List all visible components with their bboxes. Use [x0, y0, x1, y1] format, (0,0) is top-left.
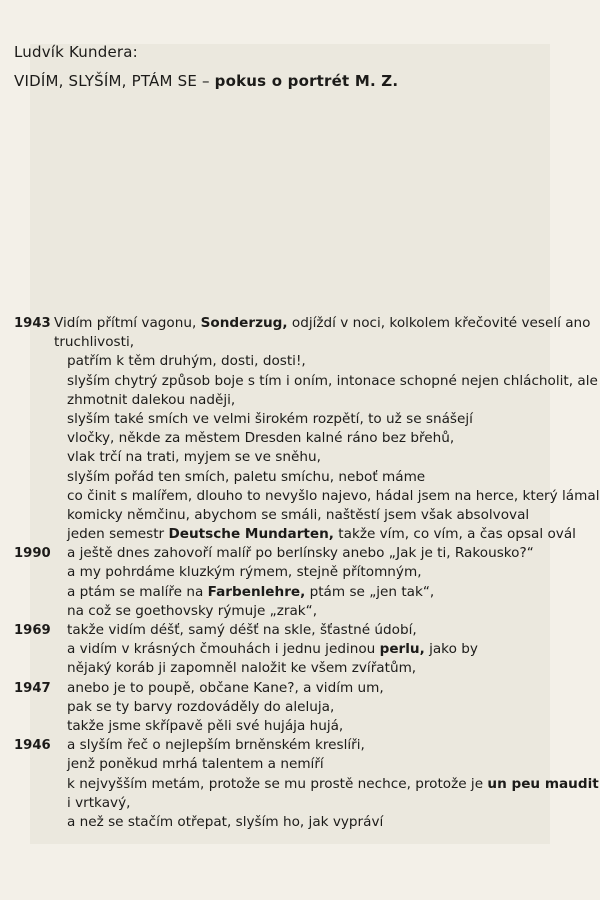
text-segment: slyším pořád ten smích, paletu smíchu, neboť máme — [67, 468, 426, 485]
poem-line — [14, 448, 600, 467]
text-segment: takže jsme skřípavě pěli své hujája hujá, — [67, 717, 344, 734]
poem-line — [14, 391, 600, 410]
text-segment: i vrtkavý, — [67, 794, 131, 811]
text-segment: jeden semestr — [67, 526, 169, 543]
bold-term: Farbenlehre, — [207, 583, 306, 600]
poem-line — [14, 794, 600, 813]
poem-line — [14, 736, 600, 755]
text-segment: jako by — [424, 641, 478, 658]
text-segment: a ptám se malíře na — [67, 583, 208, 600]
article-subtitle: pokus o portrét M. Z. — [214, 72, 399, 90]
text-segment: patřím k těm druhým, dosti, dosti!, — [67, 353, 306, 370]
poem-line-text — [67, 352, 306, 371]
poem-line-text — [67, 698, 334, 717]
poem-line — [14, 659, 600, 678]
bold-term: Deutsche Mundarten, — [168, 526, 334, 543]
text-segment: ptám se „jen tak“, — [305, 583, 435, 600]
poem-line — [14, 506, 600, 525]
poem-line — [14, 583, 600, 602]
year-marker: 1943 — [14, 316, 51, 331]
poem-line-text — [67, 621, 417, 640]
poem-line-text — [67, 775, 599, 794]
poem-line — [14, 640, 600, 659]
poem-line-text — [67, 794, 130, 813]
poem-line-text — [67, 736, 365, 755]
poem-line-text — [67, 487, 599, 506]
article-header — [14, 42, 398, 92]
bold-term: Sonderzug, — [200, 315, 288, 331]
text-segment: odjíždí v noci, kolkolem křečovité veselí ano — [287, 315, 591, 331]
text-segment: takže vím, co vím, a čas opsal ovál — [333, 526, 576, 543]
poem-line-text — [67, 602, 317, 621]
poem-line — [14, 813, 600, 832]
poem-line-text — [54, 314, 590, 333]
poem-line — [14, 679, 600, 698]
poem-line-text — [67, 429, 454, 448]
text-segment: slyším chytrý způsob boje s tím i oním, intonace schopné nejen chlácholit, ale — [67, 372, 598, 389]
text-segment: a slyším řeč o nejlepším brněnském kreslíři, — [67, 737, 365, 754]
poem-line — [14, 621, 600, 640]
title-line — [14, 71, 398, 92]
text-segment: truchlivosti, — [54, 334, 135, 351]
poem-line — [14, 755, 600, 774]
poem-line — [14, 698, 600, 717]
text-segment: pak se ty barvy rozdováděly do aleluja, — [67, 698, 335, 715]
poem-line-text — [67, 391, 235, 410]
year-marker: 1990 — [14, 546, 51, 562]
article-title: VIDÍM, SLYŠÍM, PTÁM SE – — [14, 72, 210, 90]
text-segment: a ještě dnes zahovoří malíř po berlínsky anebo „Jak je ti, Rakousko?“ — [67, 545, 534, 562]
poem-line-text — [67, 372, 598, 391]
poem-line-text — [67, 640, 478, 659]
bold-term: perlu, — [379, 641, 425, 658]
poem-line — [14, 314, 600, 333]
poem-line — [14, 775, 600, 794]
text-segment: zhmotnit dalekou naději, — [67, 391, 236, 408]
text-segment: na což se goethovsky rýmuje „zrak“, — [67, 602, 318, 619]
text-segment: nějaký koráb ji zapomněl naložit ke všem zvířatům, — [67, 660, 417, 677]
text-segment: k nejvyšším metám, protože se mu prostě nechce, protože je — [67, 775, 488, 792]
bold-term: un peu maudit — [487, 775, 599, 792]
poem-line-text — [67, 525, 576, 544]
year-marker: 1946 — [14, 738, 51, 754]
poem-line-text — [67, 506, 529, 525]
text-segment: a vidím v krásných čmouhách i jednu jedinou — [67, 641, 380, 658]
poem-body — [14, 314, 600, 832]
poem-line-text — [67, 410, 473, 429]
poem-line-text — [67, 755, 324, 774]
year-marker: 1969 — [14, 623, 51, 638]
poem-line-text — [67, 544, 534, 563]
poem-line — [14, 525, 600, 544]
poem-line — [14, 468, 600, 487]
poem-line-text — [54, 333, 134, 352]
text-segment: komicky němčinu, abychom se smáli, naštěstí jsem však absolvoval — [67, 506, 530, 523]
text-segment: co činit s malířem, dlouho to nevyšlo najevo, hádal jsem na herce, který lámal — [67, 487, 600, 504]
poem-line-text — [67, 468, 425, 487]
text-segment: jenž poněkud mrhá talentem a nemíří — [67, 756, 324, 773]
poem-line — [14, 352, 600, 371]
poem-line — [14, 410, 600, 429]
poem-line-text — [67, 813, 383, 832]
poem-line — [14, 429, 600, 448]
poem-line-text — [67, 448, 321, 467]
poem-line — [14, 544, 600, 563]
poem-line — [14, 602, 600, 621]
text-segment: vločky, někde za městem Dresden kalné ráno bez břehů, — [67, 430, 455, 447]
poem-line-text — [67, 679, 384, 698]
text-segment: Vidím přítmí vagonu, — [54, 315, 201, 331]
text-segment: anebo je to poupě, občane Kane?, a vidím um, — [67, 679, 384, 696]
text-segment: takže vidím déšť, samý déšť na skle, šťastné údobí, — [67, 622, 417, 638]
text-segment: a my pohrdáme kluzkým rýmem, stejně přítomným, — [67, 564, 422, 581]
poem-line-text — [67, 659, 416, 678]
poem-line-text — [67, 563, 422, 582]
poem-line — [14, 372, 600, 391]
text-segment: slyším také smích ve velmi širokém rozpětí, to už se snášejí — [67, 410, 473, 427]
text-segment: a než se stačím otřepat, slyším ho, jak vypráví — [67, 813, 384, 830]
poem-line-text — [67, 583, 434, 602]
author-name: Ludvík Kundera: — [14, 43, 138, 61]
poem-line — [14, 563, 600, 582]
poem-line-text — [67, 717, 343, 736]
poem-line — [14, 333, 600, 352]
poem-line — [14, 717, 600, 736]
text-segment: vlak trčí na trati, myjem se ve sněhu, — [67, 449, 321, 466]
poem-line — [14, 487, 600, 506]
year-marker: 1947 — [14, 680, 51, 696]
